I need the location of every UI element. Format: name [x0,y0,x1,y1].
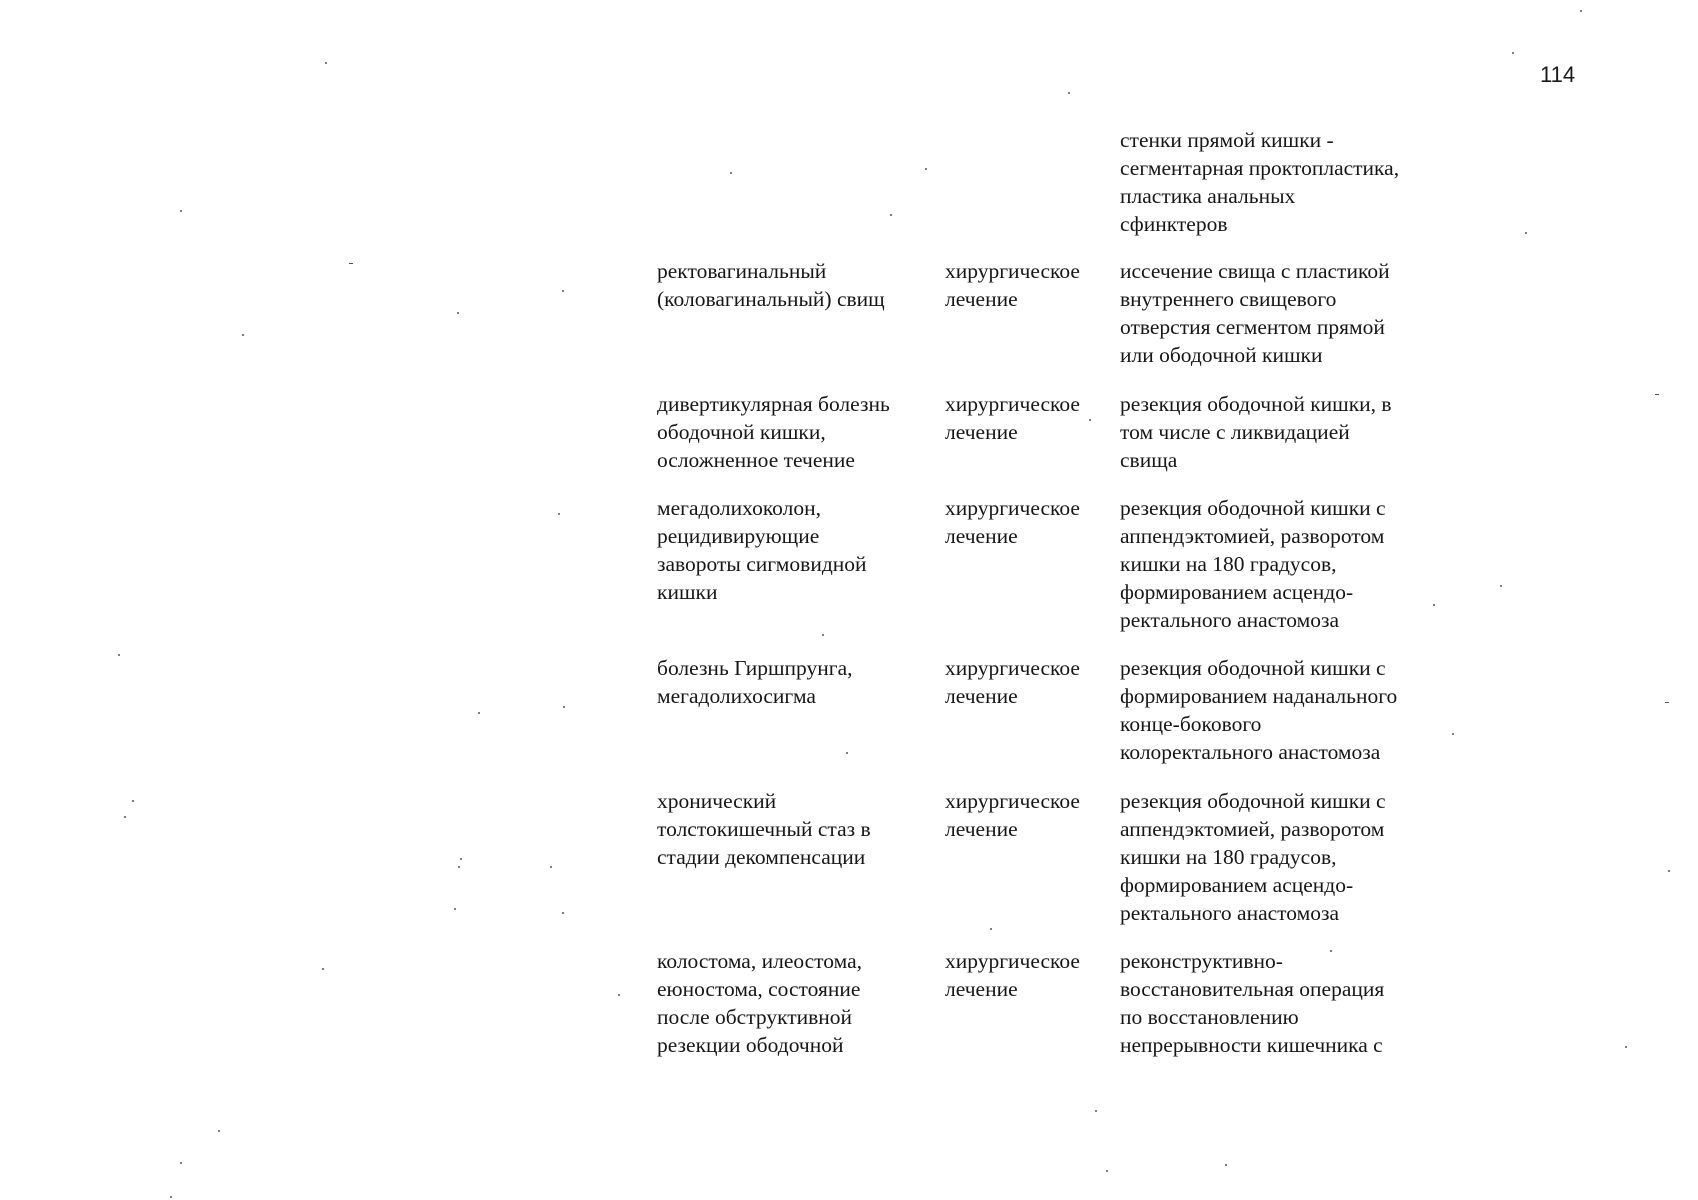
method-cell: стенки прямой кишки - сегментарная проктопластика, пластика анальных сфинктеров [1120,128,1400,236]
condition-cell: мегадолихоколон, рецидивирующие завороты сигмовидной кишки [657,496,867,604]
treatment-cell: хирургическое лечение [945,259,1080,311]
scan-speck [1655,394,1659,395]
scan-speck [322,968,324,970]
scan-speck [1452,733,1454,735]
condition-cell: хронический толстокишечный стаз в стадии декомпенсации [657,789,871,869]
scan-speck [730,172,732,174]
scan-speck [1665,702,1669,703]
scan-speck [132,800,134,802]
scan-speck [242,334,244,336]
condition-cell: дивертикулярная болезнь ободочной кишки, осложненное течение [657,392,890,472]
scan-speck [1500,585,1502,587]
scan-speck [349,263,353,264]
scan-speck [925,168,927,170]
scan-speck [180,1162,182,1164]
scan-speck [325,62,327,64]
scan-speck [180,210,182,212]
scan-speck [990,928,992,930]
scan-speck [558,513,560,515]
scan-speck [618,994,620,996]
scan-speck [1330,950,1332,952]
treatment-cell: хирургическое лечение [945,656,1080,708]
scan-speck [218,1130,220,1132]
scan-speck [124,816,126,818]
scan-speck [562,290,564,292]
condition-cell: колостома, илеостома, еюностома, состояние после обструктивной резекции ободочной [657,949,863,1057]
treatment-cell: хирургическое лечение [945,392,1080,444]
page-number: 114 [1540,62,1576,87]
scan-speck [550,866,552,868]
scan-speck [1668,870,1670,872]
scan-speck [1625,1046,1627,1048]
scan-speck [890,214,892,216]
scan-speck [822,634,824,636]
scan-speck [1512,52,1514,54]
scan-speck [1095,1110,1097,1112]
method-cell: реконструктивно- восстановительная операция по восстановлению непрерывности кишечника с [1120,949,1385,1057]
treatment-cell: хирургическое лечение [945,496,1080,548]
scan-speck [454,908,456,910]
method-cell: резекция ободочной кишки, в том числе с ликвидацией свища [1120,392,1392,472]
scan-speck [460,858,462,860]
method-cell: резекция ободочной кишки с аппендэктомией, разворотом кишки на 180 градусов, формированием асцендо- ректального анастомоза [1120,496,1386,632]
scan-speck [1580,10,1582,12]
scan-speck [1089,419,1091,421]
scan-speck [1433,604,1435,606]
scan-speck [1068,92,1070,94]
scan-speck [458,866,460,868]
scan-speck [118,654,120,656]
scan-speck [563,706,565,708]
scan-speck [478,712,480,714]
scan-speck [846,752,848,754]
scan-speck [1225,1164,1227,1166]
method-cell: иссечение свища с пластикой внутреннего свищевого отверстия сегментом прямой или ободочной кишки [1120,259,1390,367]
scan-speck [1525,232,1527,234]
method-cell: резекция ободочной кишки с аппендэктомией, разворотом кишки на 180 градусов, формированием асцендо- ректального анастомоза [1120,789,1386,925]
scan-speck [562,912,564,914]
treatment-cell: хирургическое лечение [945,949,1080,1001]
scan-speck [457,312,459,314]
scan-speck [170,1196,172,1198]
treatment-cell: хирургическое лечение [945,789,1080,841]
condition-cell: ректовагинальный (коловагинальный) свищ [657,259,885,311]
scan-speck [1106,1170,1108,1172]
method-cell: резекция ободочной кишки с формированием наданального конце-бокового колоректального анастомоза [1120,656,1398,764]
condition-cell: болезнь Гиршпрунга, мегадолихосигма [657,656,853,708]
